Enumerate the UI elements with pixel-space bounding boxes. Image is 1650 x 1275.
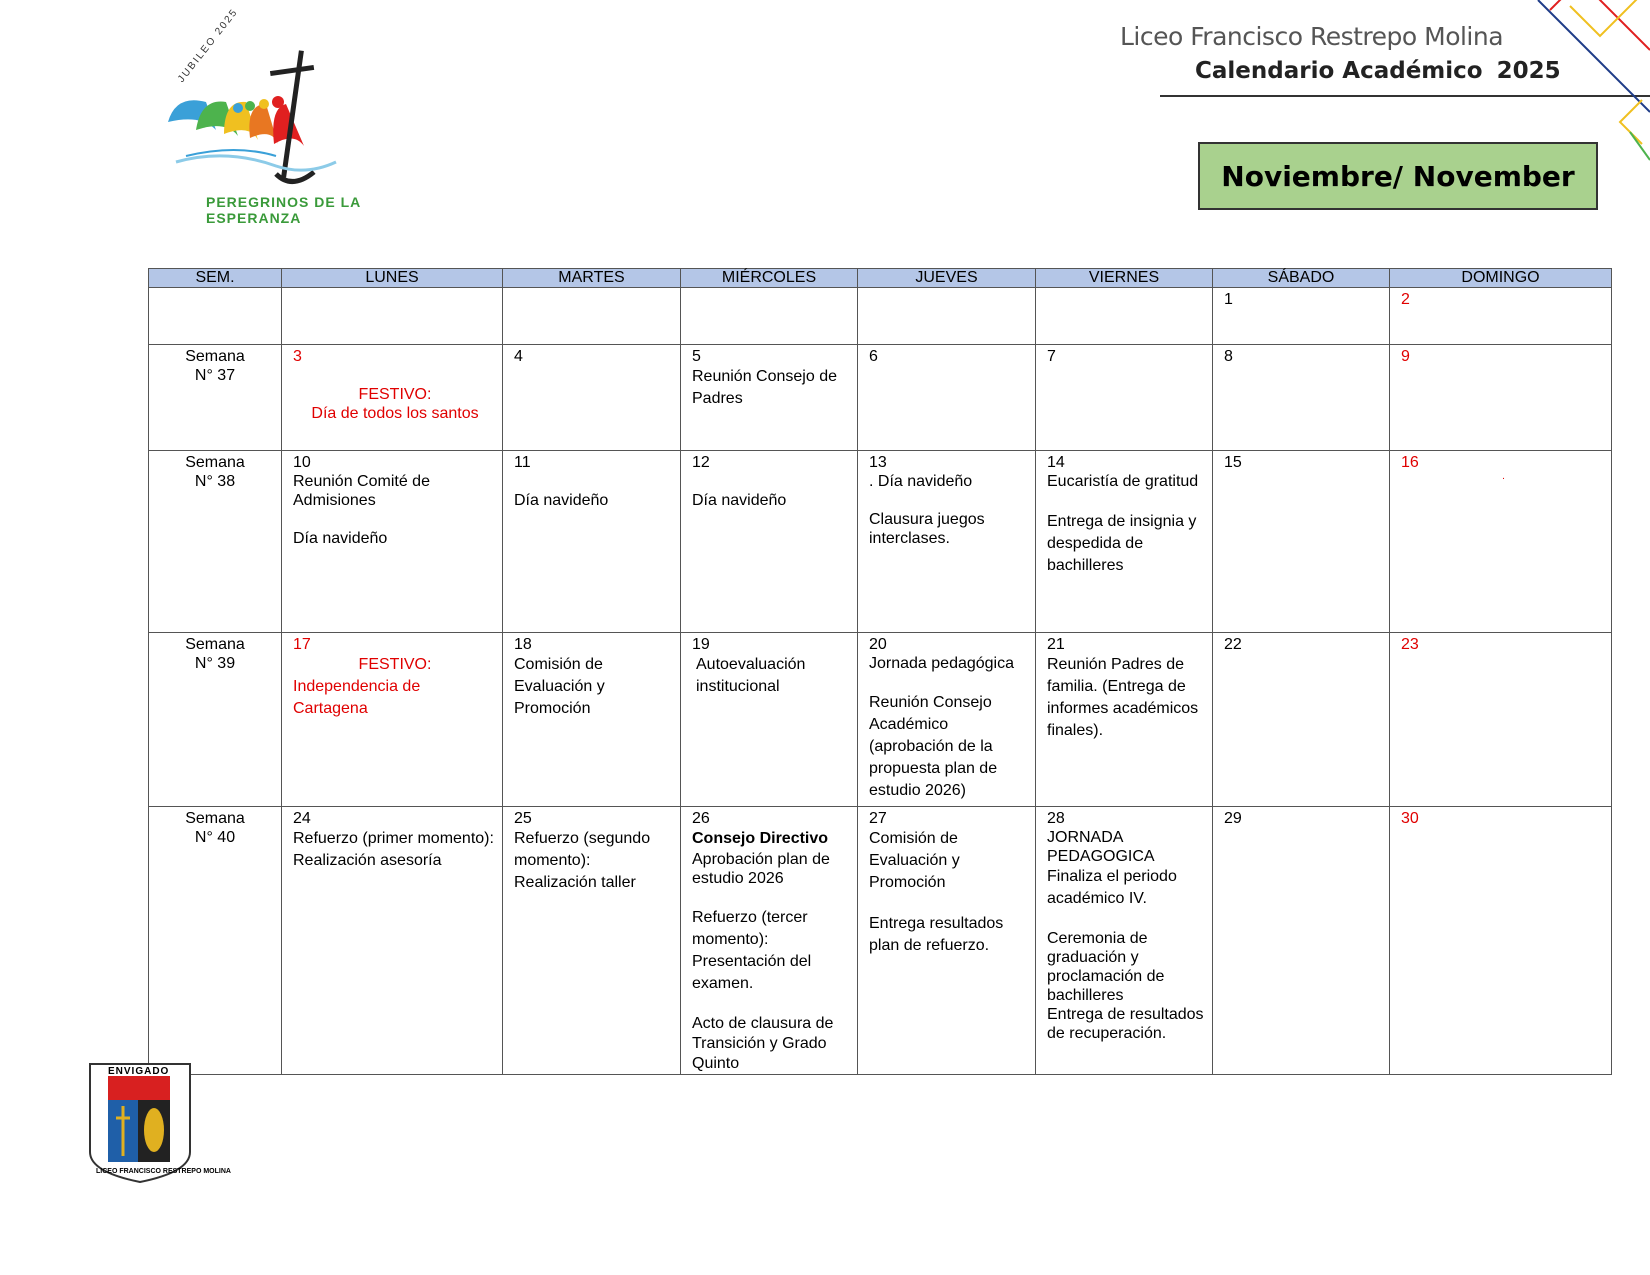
event-text: JORNADA PEDAGOGICA	[1047, 829, 1155, 865]
day-cell	[1036, 288, 1213, 345]
day-number: 13	[869, 454, 887, 471]
day-number: 30	[1401, 810, 1419, 827]
col-header-sabado: SÁBADO	[1213, 269, 1390, 288]
day-number: 16	[1401, 454, 1419, 471]
day-cell	[1390, 345, 1612, 451]
day-cell	[1390, 807, 1612, 1075]
day-cell	[1390, 451, 1612, 633]
event-text: Refuerzo (primer momento):	[293, 830, 494, 847]
week-label	[149, 288, 282, 345]
school-name: Liceo Francisco Restrepo Molina	[1120, 22, 1504, 51]
col-header-lunes: LUNES	[282, 269, 503, 288]
day-number: 4	[514, 348, 523, 365]
week-label	[149, 345, 282, 451]
week-number: Semana N° 38	[185, 454, 245, 490]
day-number: 26	[692, 810, 710, 827]
day-number: 6	[869, 348, 878, 365]
col-header-martes: MARTES	[503, 269, 681, 288]
day-number: 7	[1047, 348, 1056, 365]
day-cell	[282, 288, 503, 345]
calendar-year: 2025	[1496, 58, 1561, 84]
event-text: Autoevaluación institucional	[696, 656, 806, 695]
day-cell	[282, 451, 503, 633]
event-text: Eucaristía de gratitud	[1047, 473, 1199, 490]
week-label	[149, 807, 282, 1075]
month-title: Noviembre/ November	[1198, 142, 1598, 210]
day-cell	[1390, 288, 1612, 345]
week-number: Semana N° 39	[185, 636, 245, 672]
event-text: Entrega de resultados de recuperación.	[1047, 1006, 1204, 1042]
week-row	[149, 633, 1612, 807]
day-cell	[1213, 807, 1390, 1075]
event-text: Refuerzo (segundo momento):	[514, 830, 651, 869]
day-cell	[681, 807, 858, 1075]
calendar-title	[1195, 58, 1561, 84]
day-cell	[681, 451, 858, 633]
day-cell	[858, 451, 1036, 633]
col-header-sem: SEM.	[149, 269, 282, 288]
day-cell	[503, 807, 681, 1075]
event-text: Acto de clausura de Transición y Grado Quinto	[692, 1015, 834, 1072]
day-number: 9	[1401, 348, 1410, 365]
week-row	[149, 288, 1612, 345]
header-row	[149, 269, 1612, 288]
day-cell	[1036, 633, 1213, 807]
day-cell	[858, 345, 1036, 451]
event-text: Consejo Directivo	[692, 830, 829, 847]
event-text: Independencia de Cartagena	[293, 678, 421, 717]
day-cell	[282, 345, 503, 451]
day-cell	[681, 345, 858, 451]
day-cell	[1036, 345, 1213, 451]
day-number: 29	[1224, 810, 1242, 827]
event-text: Finaliza el periodo académico IV.	[1047, 868, 1177, 907]
event-text: . Día navideño	[869, 473, 973, 490]
week-row	[149, 345, 1612, 451]
week-row	[149, 451, 1612, 633]
event-text: Comisión de Evaluación y Promoción	[514, 656, 605, 717]
event-text: FESTIVO:	[358, 656, 432, 673]
event-text: Ceremonia de graduación y proclamación de bachilleres	[1047, 930, 1165, 1004]
day-cell	[503, 288, 681, 345]
day-number: 23	[1401, 636, 1419, 653]
event-text: Día navideño	[514, 492, 609, 509]
day-cell	[858, 633, 1036, 807]
day-cell	[1213, 288, 1390, 345]
day-number: 5	[692, 348, 701, 365]
day-number: 19	[692, 636, 710, 653]
day-number: 12	[692, 454, 710, 471]
col-header-miercoles: MIÉRCOLES	[681, 269, 858, 288]
day-number: 8	[1224, 348, 1233, 365]
col-header-viernes: VIERNES	[1036, 269, 1213, 288]
day-cell	[1036, 451, 1213, 633]
day-cell	[1213, 345, 1390, 451]
day-number: 27	[869, 810, 887, 827]
logo-bottom-text: PEREGRINOS DE LA ESPERANZA	[206, 194, 361, 226]
day-number: 17	[293, 636, 311, 653]
calendar-title-text: Calendario Académico	[1195, 58, 1483, 84]
day-number: 28	[1047, 810, 1065, 827]
jubileo-2025-logo	[146, 6, 386, 234]
day-cell	[1213, 451, 1390, 633]
event-text: Reunión Padres de familia. (Entrega de informes académicos finales).	[1047, 656, 1199, 739]
day-cell	[681, 633, 858, 807]
day-cell	[1390, 633, 1612, 807]
day-cell	[681, 288, 858, 345]
col-header-domingo: DOMINGO	[1390, 269, 1612, 288]
event-text: Día navideño	[293, 530, 388, 547]
day-number: 24	[293, 810, 311, 827]
event-text: FESTIVO:	[358, 386, 432, 403]
event-text: Clausura juegos interclases.	[869, 511, 985, 547]
col-header-jueves: JUEVES	[858, 269, 1036, 288]
event-text: Día de todos los santos	[311, 405, 479, 422]
day-cell	[503, 451, 681, 633]
week-number: Semana N° 40	[185, 810, 245, 846]
event-text: Realización taller	[514, 874, 636, 891]
school-crest	[86, 1060, 231, 1186]
event-text: Entrega resultados plan de refuerzo.	[869, 915, 1004, 954]
day-number: 15	[1224, 454, 1242, 471]
day-cell	[282, 633, 503, 807]
day-number: 22	[1224, 636, 1242, 653]
event-text: Reunión Comité de Admisiones	[293, 473, 430, 509]
day-cell	[858, 807, 1036, 1075]
event-text: Día navideño	[692, 492, 787, 509]
day-cell	[858, 288, 1036, 345]
day-number: 2	[1401, 291, 1410, 308]
logo-top-text: JUBILEO 2025	[176, 6, 241, 85]
event-text: Reunión Consejo de Padres	[692, 368, 837, 407]
event-text: Reunión Consejo Académico (aprobación de la propuesta plan de estudio 2026)	[869, 694, 998, 799]
event-text: Comisión de Evaluación y Promoción	[869, 830, 960, 891]
day-cell	[503, 345, 681, 451]
day-number: 20	[869, 636, 887, 653]
day-number: 18	[514, 636, 532, 653]
day-number: 14	[1047, 454, 1065, 471]
week-label	[149, 633, 282, 807]
day-cell	[1036, 807, 1213, 1075]
day-number: 10	[293, 454, 311, 471]
day-number: 21	[1047, 636, 1065, 653]
crest-side-text: LICEO FRANCISCO RESTREPO MOLINA	[96, 1168, 231, 1175]
calendar-table	[148, 268, 1612, 1075]
event-text: Aprobación plan de estudio 2026	[692, 851, 830, 887]
day-number: 11	[514, 454, 531, 471]
crest-top-text: ENVIGADO	[108, 1066, 170, 1077]
event-text: Refuerzo (tercer momento): Presentación del examen.	[692, 909, 812, 992]
event-text: Realización asesoría	[293, 852, 442, 869]
week-label	[149, 451, 282, 633]
day-cell	[282, 807, 503, 1075]
event-text: Jornada pedagógica	[869, 655, 1015, 672]
day-cell	[503, 633, 681, 807]
week-row	[149, 807, 1612, 1075]
event-text: .	[1502, 471, 1505, 482]
day-number: 1	[1224, 291, 1233, 308]
day-number: 3	[293, 348, 302, 365]
week-number: Semana N° 37	[185, 348, 245, 384]
day-cell	[1213, 633, 1390, 807]
event-text: Entrega de insignia y despedida de bachilleres	[1047, 513, 1197, 574]
day-number: 25	[514, 810, 532, 827]
